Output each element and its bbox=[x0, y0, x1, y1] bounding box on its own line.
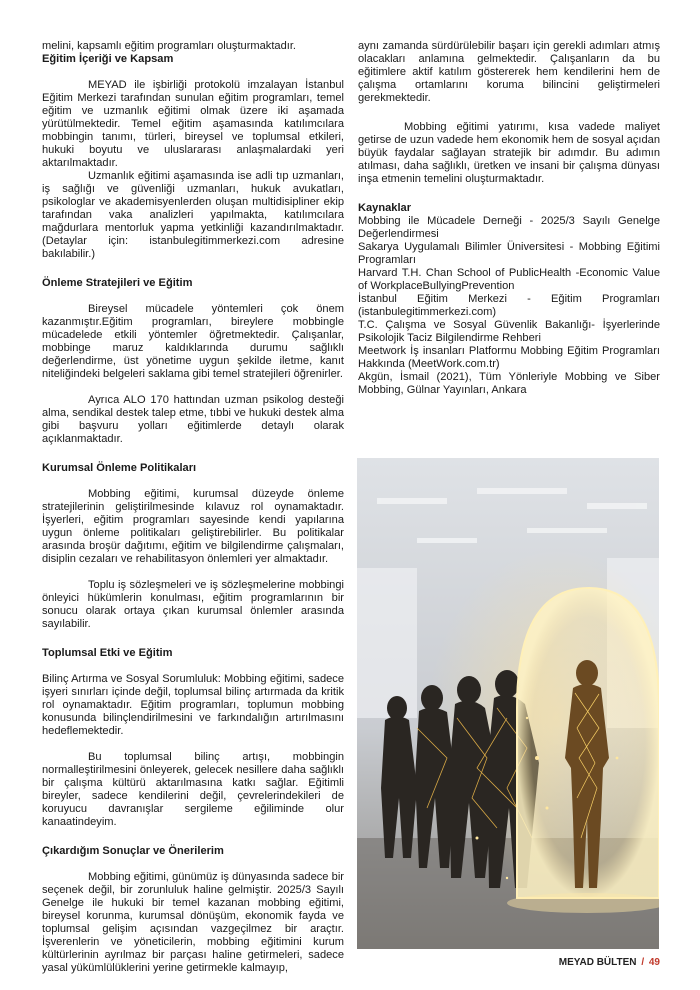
section-heading: Önleme Stratejileri ve Eğitim bbox=[42, 277, 193, 289]
publication-name: MEYAD BÜLTEN bbox=[558, 957, 637, 968]
right-column bbox=[358, 40, 660, 397]
spacer bbox=[42, 290, 344, 303]
body-paragraph: Mobbing eğitimi, günümüz iş dünyasında sadece bir seçenek değil, bir zorunluluk haline gelmiştir. 2025/3 Sayılı Genelge ile hukuki bir temel kazanan mobbing eğitimi, bireysel korunma, kurumsal dönüşüm, ekonomik fayda ve toplumsal gelişim açısından vazgeçilmez bir araçtır. İşverenlerin ve yöneticilerin, mobbing eğitimini kurum kültürlerinin ayrılmaz bir parçası haline getirmeleri, sadece yasal yükümlülüklerini yerine getirmekle kalmayıp, bbox=[42, 871, 344, 974]
article-illustration bbox=[357, 458, 659, 949]
footer-separator: / bbox=[641, 957, 645, 968]
spacer bbox=[42, 66, 344, 79]
spacer bbox=[358, 186, 660, 202]
body-paragraph: Mobbing eğitimi, kurumsal düzeyde önleme stratejilerinin geliştirilmesinde kılavuz rol oynamaktadır. İşyerleri, eğitim programları sayesinde kendi yapılarına uygun önleme politikaları geliştirebilirler. Bu politikalar arasında broşür dağıtımı, eğitim ve bilgilendirme çalışmaları, disiplin cezaları ve rehabilitasyon önlemleri yer almaktadır. bbox=[42, 488, 344, 565]
spacer bbox=[358, 105, 660, 121]
spacer bbox=[42, 829, 344, 845]
reference-item: İstanbul Eğitim Merkezi - Eğitim Programları (istanbulegitimmerkezi.com) bbox=[358, 293, 660, 318]
body-paragraph: aynı zamanda sürdürülebilir başarı için gerekli adımları atmış olacakları anlamına gelmektedir. Çalışanların da bu eğitimlere aktif katılım göstererek hem kendilerini hem de çalışma ortamlarını koruma bilincini geliştirmeleri gerekmektedir. bbox=[358, 40, 660, 104]
body-paragraph: Mobbing eğitimi yatırımı, kısa vadede maliyet getirse de uzun vadede hem ekonomik hem de sosyal açıdan büyük faydalar sağlayan stratejik bir adımdır. Bu adımın atılması, daha sağlıklı, üretken ve insani bir çalışma dünyası inşa etmenin temelini oluşturmaktadır. bbox=[358, 121, 660, 185]
body-paragraph: Uzmanlık eğitimi aşamasında ise adli tıp uzmanları, iş sağlığı ve güvenliği uzmanları, hukuk avukatları, psikologlar ve akademisyenlerden oluşan multidisipliner ekip tarafından vaka analizleri yapılmakta, katılımcılara mağdurlara mentorluk yapma yetkinliği kazandırılmaktadır. (Detaylar için: istanbulegitimmerkezi.com adresine bakılabilir.) bbox=[42, 170, 344, 260]
section-heading: Eğitim İçeriği ve Kapsam bbox=[42, 53, 174, 65]
body-paragraph: Ayrıca ALO 170 hattından uzman psikolog desteği alma, sendikal destek talep etme, tıbbi ve hukuki destek alma gibi başvuru yolları eğitimlerde detaylı olarak açıklanmaktadır. bbox=[42, 394, 344, 445]
reference-item: Harvard T.H. Chan School of PublicHealth -Economic Value of WorkplaceBullyingPrevention bbox=[358, 267, 660, 292]
body-paragraph: Bireysel mücadele yöntemleri çok önem kazanmıştır.Eğitim programları, bireylere mobbingle mücadelede etkili yöntemler öğretmektedir. Çalışanlar, mobbinge maruz kaldıklarında durumu sağlıklı değerlendirme, üst yönetime uygun şekilde iletme, kanıt niteliğindeki belgeleri saklama gibi temel stratejileri öğrenirler. bbox=[42, 303, 344, 380]
reference-item: T.C. Çalışma ve Sosyal Güvenlik Bakanlığı- İşyerlerinde Psikolojik Taciz Bilgilendirme Rehberi bbox=[358, 319, 660, 344]
spacer bbox=[42, 566, 344, 579]
body-paragraph: melini, kapsamlı eğitim programları oluşturmaktadır. bbox=[42, 40, 297, 52]
body-paragraph: Bu toplumsal bilinç artışı, mobbingin normalleştirilmesini önleyerek, gelecek nesillere daha sağlıklı bir çalışma kültürü aktarılmasına katkı sağlar. Eğitimli bireyler, sadece kendilerini değil, çevrelerindekileri de koruyucu davranışlar sergileme eğiliminde olur kanaatindeyim. bbox=[42, 751, 344, 828]
section-heading: Kurumsal Önleme Politikaları bbox=[42, 462, 197, 474]
reference-item: Meetwork İş insanları Platformu Mobbing Eğitim Programları Hakkında (MeetWork.com.tr) bbox=[358, 345, 660, 370]
section-heading: Kaynaklar bbox=[358, 202, 412, 214]
reference-item: Sakarya Uygulamalı Bilimler Üniversitesi - Mobbing Eğitimi Programları bbox=[358, 241, 660, 266]
reference-item: Mobbing ile Mücadele Derneği - 2025/3 Sayılı Genelge Değerlendirmesi bbox=[358, 215, 660, 240]
left-column bbox=[42, 40, 344, 975]
spacer bbox=[42, 631, 344, 647]
body-paragraph: MEYAD ile işbirliği protokolü imzalayan İstanbul Eğitim Merkezi tarafından sunulan eğitim programları, temel eğitim ve uzmanlık eğitimi olmak üzere iki aşamada yürütülmektedir. Temel eğitim aşamasında katılımcılara mobbingin tanımı, türleri, bireysel ve toplumsal etkileri, hukuki boyutu ve uluslararası anlaşmalardaki yeri aktarılmaktadır. bbox=[42, 79, 344, 169]
spacer bbox=[42, 446, 344, 462]
spacer bbox=[42, 738, 344, 751]
spacer bbox=[42, 475, 344, 488]
section-heading: Çıkardığım Sonuçlar ve Önerilerim bbox=[42, 845, 224, 857]
spacer bbox=[42, 660, 344, 673]
reference-item: Akgün, İsmail (2021), Tüm Yönleriyle Mobbing ve Siber Mobbing, Gülnar Yayınları, Ankara bbox=[358, 371, 660, 396]
spacer bbox=[42, 858, 344, 871]
spacer bbox=[42, 261, 344, 277]
spacer bbox=[42, 381, 344, 394]
body-paragraph: Bilinç Artırma ve Sosyal Sorumluluk: Mobbing eğitimi, sadece işyeri sınırları içinde değil, toplumsal bilinç artırmada da kritik rol oynamaktadır. Eğitim programları, toplumun mobbing konusunda bilinçlendirilmesini ve farkındalığın artırılmasını hedeflemektedir. bbox=[42, 673, 344, 737]
page-footer bbox=[559, 957, 660, 968]
body-paragraph: Toplu iş sözleşmeleri ve iş sözleşmelerine mobbingi önleyici hükümlerin konulması, eğitim programlarının bir sonucu olarak ortaya çıkan kurumsal önlemler arasında sayılabilir. bbox=[42, 579, 344, 630]
page-number: 49 bbox=[648, 957, 660, 968]
section-heading: Toplumsal Etki ve Eğitim bbox=[42, 647, 173, 659]
